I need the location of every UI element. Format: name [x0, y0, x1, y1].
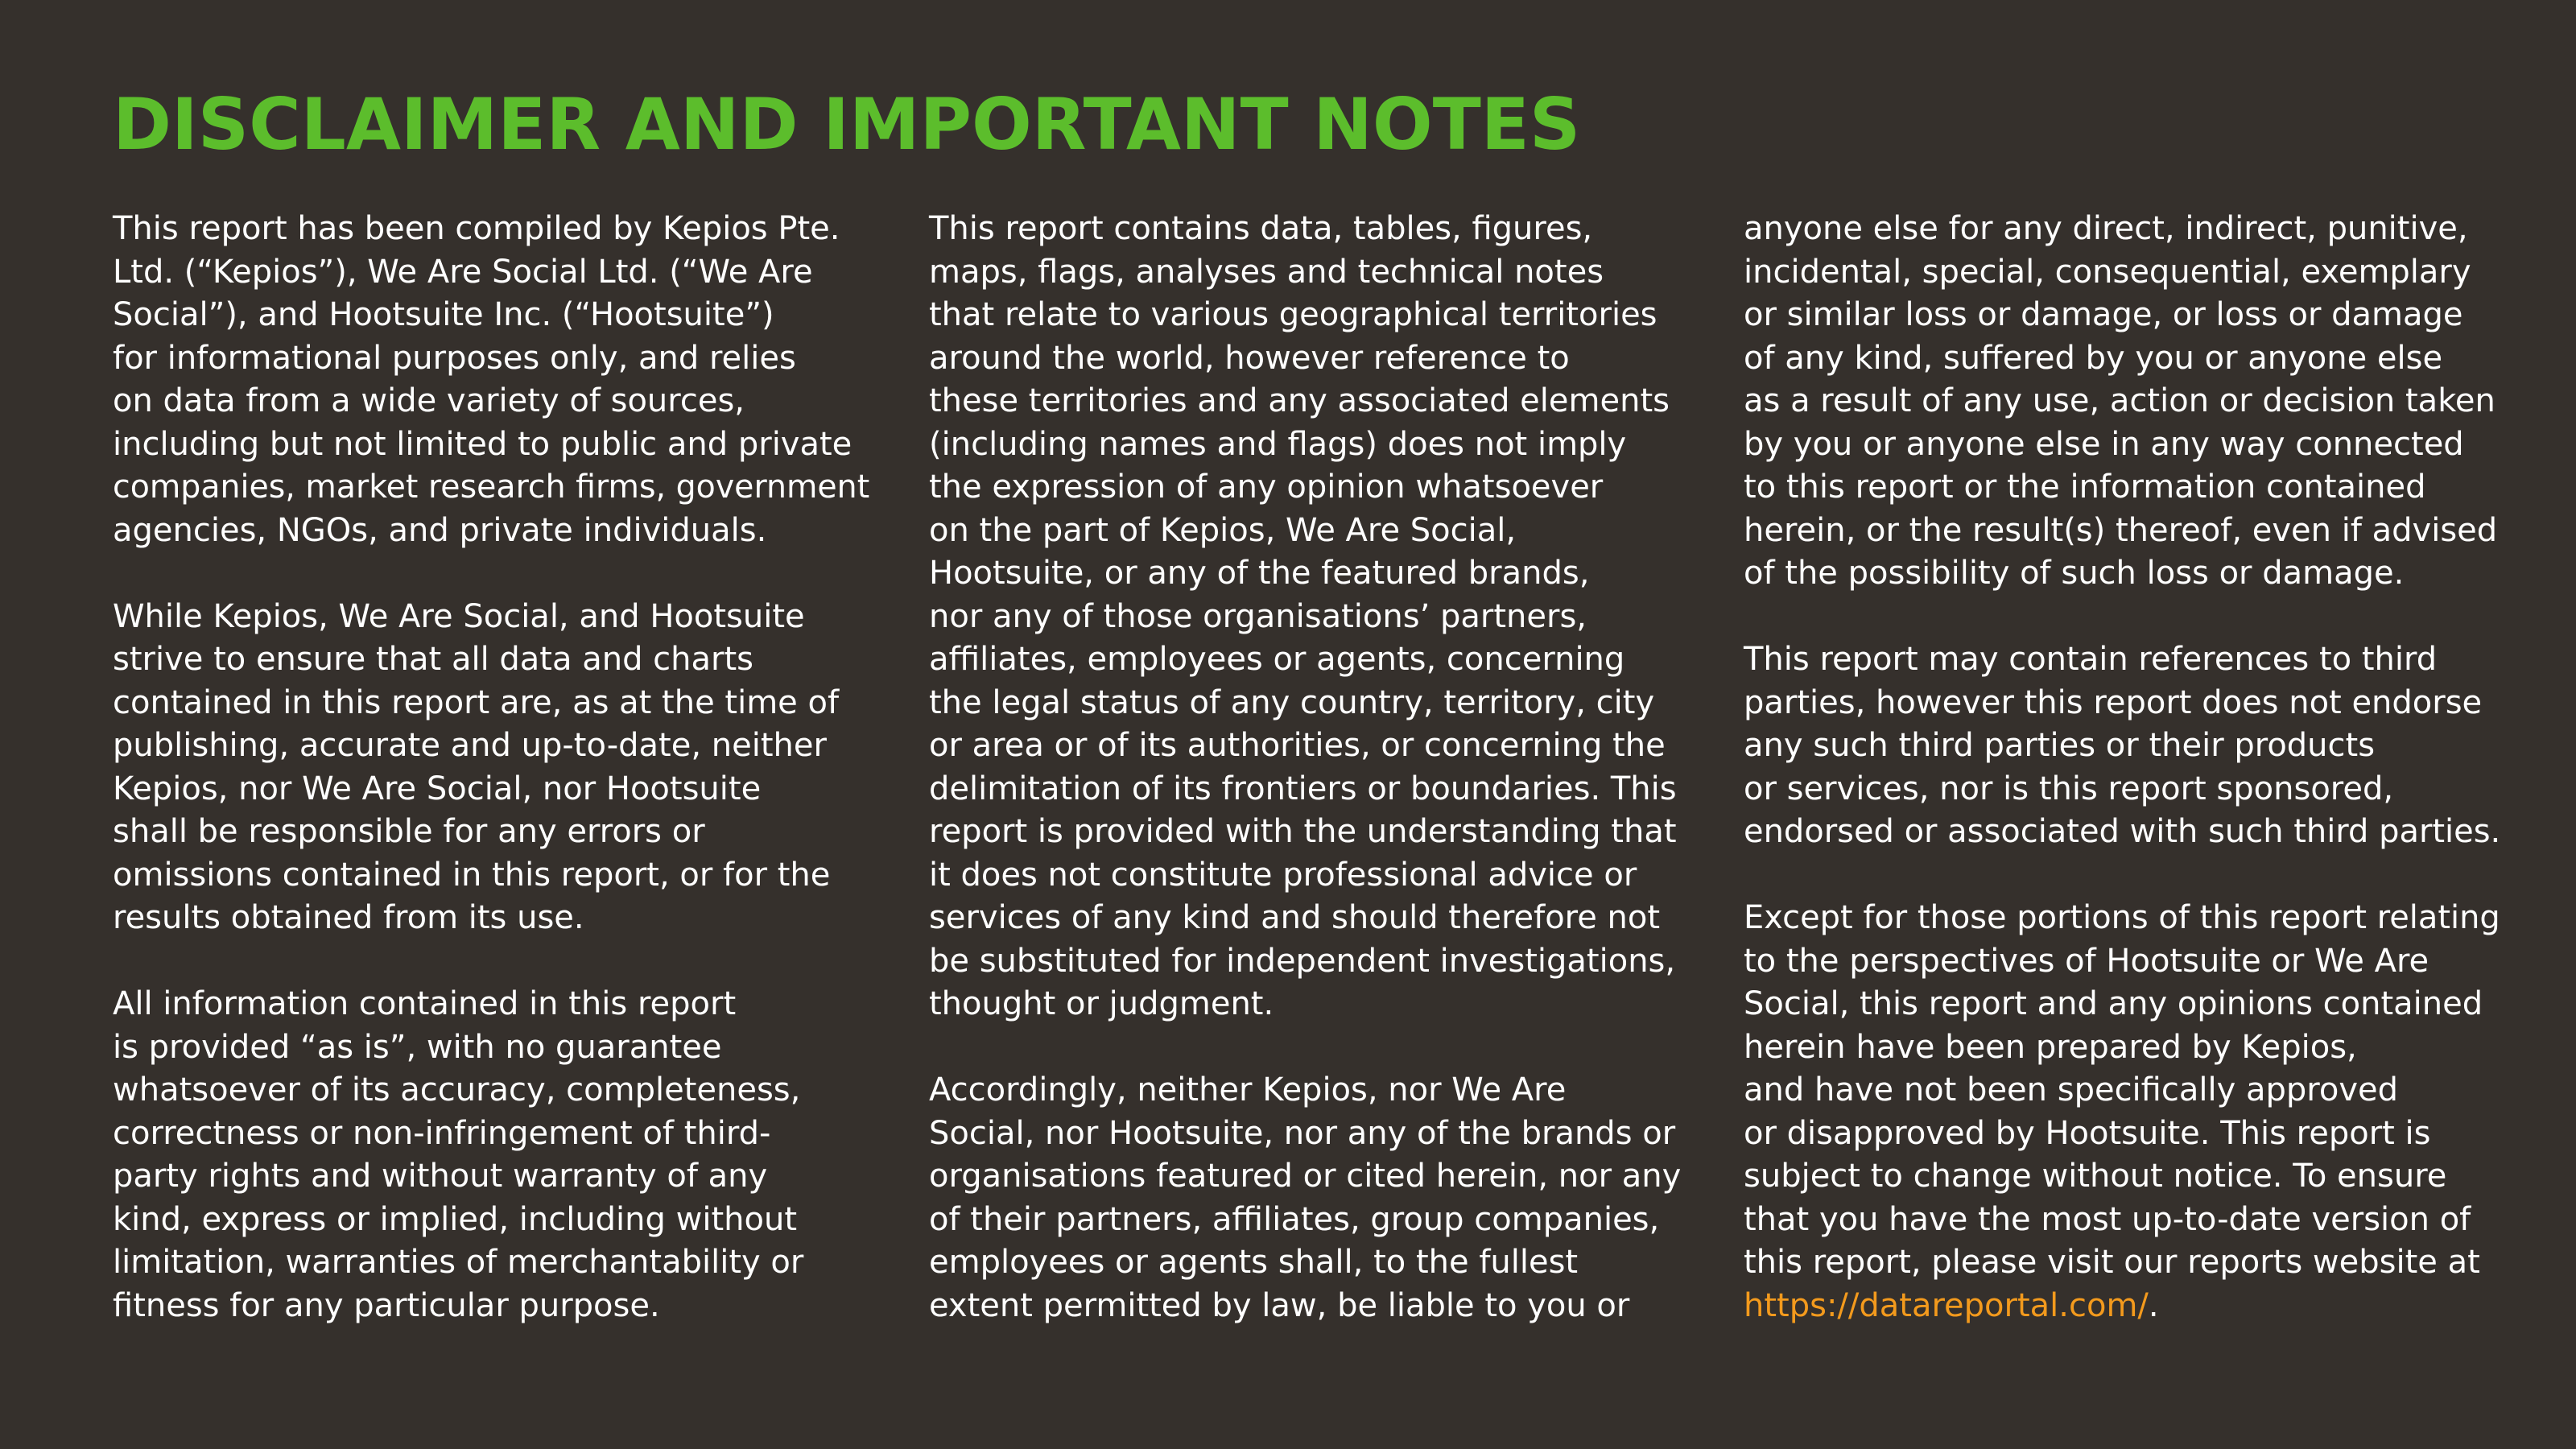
text-line: as a result of any use, action or decision taken	[1744, 382, 2496, 419]
paragraph	[929, 1069, 1686, 1327]
text-line: to this report or the information contained	[1744, 469, 2426, 506]
text-line: the legal status of any country, territory, city	[929, 683, 1655, 721]
text-line: subject to change without notice. To ensure	[1744, 1158, 2447, 1195]
text-line: This report may contain references to third	[1744, 641, 2438, 678]
paragraph-spacer	[1744, 854, 2500, 898]
paragraph	[929, 208, 1686, 1026]
text-line: is provided “as is”, with no guarantee	[113, 1028, 722, 1066]
paragraph	[1744, 638, 2500, 854]
text-line: on the part of Kepios, We Are Social,	[929, 511, 1517, 549]
text-line: any such third parties or their products	[1744, 727, 2376, 764]
text-line: This report contains data, tables, figures,	[929, 210, 1593, 247]
text-line: parties, however this report does not endorse	[1744, 683, 2483, 721]
text-line: anyone else for any direct, indirect, punitive,	[1744, 210, 2468, 247]
text-column-1	[113, 208, 869, 1327]
text-line: by you or anyone else in any way connected	[1744, 425, 2464, 463]
text-line: of any kind, suffered by you or anyone else	[1744, 339, 2443, 377]
text-line: party rights and without warranty of any	[113, 1158, 768, 1195]
text-line: All information contained in this report	[113, 985, 737, 1022]
text-line: herein have been prepared by Kepios,	[1744, 1028, 2357, 1066]
text-line: Kepios, nor We Are Social, nor Hootsuite	[113, 770, 762, 807]
text-line: be substituted for independent investigations,	[929, 942, 1676, 980]
text-column-3	[1744, 208, 2500, 1327]
text-line: employees or agents shall, to the fullest	[929, 1244, 1579, 1281]
text-line: Ltd. (“Kepios”), We Are Social Ltd. (“We Are	[113, 253, 813, 291]
text-line: this report, please visit our reports website at	[1744, 1244, 2480, 1281]
text-line: Social”), and Hootsuite Inc. (“Hootsuite”)	[113, 296, 774, 333]
datareportal-website-link[interactable]: https://datareportal.com/	[1744, 1286, 2149, 1324]
text-line: endorsed or associated with such third parties.	[1744, 813, 2501, 850]
text-line: of the possibility of such loss or damage.	[1744, 555, 2405, 592]
text-line: Social, nor Hootsuite, nor any of the brands or	[929, 1114, 1676, 1152]
text-line: and have not been specifically approved	[1744, 1071, 2398, 1108]
text-line: strive to ensure that all data and charts	[113, 641, 753, 678]
text-line: fitness for any particular purpose.	[113, 1286, 660, 1324]
text-line: or services, nor is this report sponsored,	[1744, 770, 2394, 807]
text-line: publishing, accurate and up-to-date, neither	[113, 727, 827, 764]
text-line: on data from a wide variety of sources,	[113, 382, 745, 419]
text-line: results obtained from its use.	[113, 899, 584, 936]
text-line: to the perspectives of Hootsuite or We Are	[1744, 942, 2429, 980]
text-line: agencies, NGOs, and private individuals.	[113, 511, 767, 549]
text-line: limitation, warranties of merchantability or	[113, 1244, 804, 1281]
text-column-2	[929, 208, 1686, 1327]
text-line: (including names and flags) does not imply	[929, 425, 1627, 463]
text-line: for informational purposes only, and relies	[113, 339, 796, 377]
paragraph-spacer	[1744, 596, 2500, 639]
text-line: organisations featured or cited herein, nor any	[929, 1158, 1682, 1195]
text-line: This report has been compiled by Kepios Pte.	[113, 210, 840, 247]
paragraph-spacer	[113, 552, 869, 596]
text-line: extent permitted by law, be liable to you or	[929, 1286, 1630, 1324]
text-line: it does not constitute professional advice or	[929, 856, 1637, 894]
text-line: herein, or the result(s) thereof, even if advised	[1744, 511, 2498, 549]
text-line: thought or judgment.	[929, 985, 1274, 1022]
text-line: maps, flags, analyses and technical notes	[929, 253, 1604, 291]
text-line: around the world, however reference to	[929, 339, 1570, 377]
text-line: Except for those portions of this report relating	[1744, 899, 2500, 936]
page-title: DISCLAIMER AND IMPORTANT NOTES	[113, 83, 1581, 166]
paragraph	[113, 983, 869, 1327]
text-line: contained in this report are, as at the time of	[113, 683, 840, 721]
text-line: shall be responsible for any errors or	[113, 813, 705, 850]
text-line: correctness or non-infringement of third-	[113, 1114, 771, 1152]
text-line: nor any of those organisations’ partners,	[929, 597, 1587, 635]
paragraph	[1744, 208, 2500, 596]
text-line: report is provided with the understanding that	[929, 813, 1677, 850]
text-line: delimitation of its frontiers or boundaries. This	[929, 770, 1677, 807]
text-line: or area or of its authorities, or concerning the	[929, 727, 1666, 764]
text-line: or similar loss or damage, or loss or damage	[1744, 296, 2463, 333]
link-trailing-period: .	[2148, 1286, 2159, 1324]
text-line: kind, express or implied, including without	[113, 1200, 797, 1238]
paragraph	[113, 208, 869, 552]
text-line: While Kepios, We Are Social, and Hootsuite	[113, 597, 805, 635]
text-line: the expression of any opinion whatsoever	[929, 469, 1604, 506]
text-line: Hootsuite, or any of the featured brands,	[929, 555, 1590, 592]
text-line: Social, this report and any opinions contained	[1744, 985, 2483, 1022]
text-line: whatsoever of its accuracy, completeness,	[113, 1071, 801, 1108]
paragraph	[1744, 897, 2500, 1327]
text-line: affiliates, employees or agents, concerning	[929, 641, 1625, 678]
text-line: that relate to various geographical territories	[929, 296, 1657, 333]
link-line	[1744, 1285, 2500, 1328]
text-line: or disapproved by Hootsuite. This report is	[1744, 1114, 2431, 1152]
text-line: incidental, special, consequential, exemplary	[1744, 253, 2471, 291]
text-line: companies, market research firms, government	[113, 469, 870, 506]
text-line: including but not limited to public and private	[113, 425, 852, 463]
text-line: omissions contained in this report, or for the	[113, 856, 831, 894]
paragraph-spacer	[113, 940, 869, 984]
text-line: of their partners, affiliates, group companies,	[929, 1200, 1660, 1238]
text-line: that you have the most up-to-date version of	[1744, 1200, 2471, 1238]
text-line: Accordingly, neither Kepios, nor We Are	[929, 1071, 1567, 1108]
text-line: services of any kind and should therefore not	[929, 899, 1661, 936]
text-line: these territories and any associated elements	[929, 382, 1670, 419]
paragraph-spacer	[929, 1026, 1686, 1070]
paragraph	[113, 596, 869, 940]
